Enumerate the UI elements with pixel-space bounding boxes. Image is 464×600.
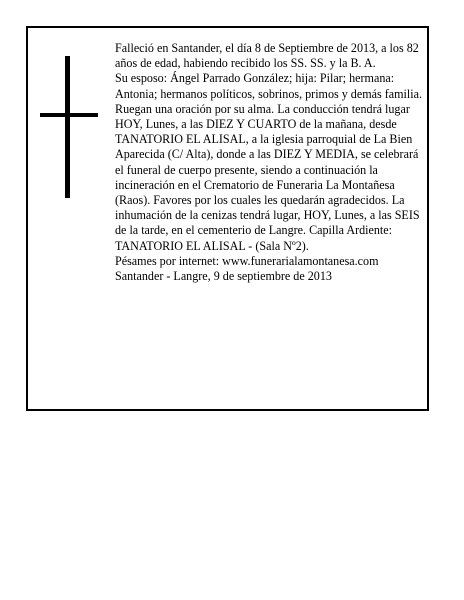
cross-horizontal-bar <box>40 113 98 117</box>
cross-vertical-bar <box>65 56 70 198</box>
place-date: Santander - Langre, 9 de septiembre de 2013 <box>115 269 332 284</box>
family-list: Su esposo: Ángel Parrado González; hija: Pilar; hermana: Antonia; hermanos políticos, sobrinos, primos y demás familia. <box>115 71 423 101</box>
obituary-notice <box>26 26 429 411</box>
death-announcement: Falleció en Santander, el día 8 de Septiembre de 2013, a los 82 años de edad, habiendo recibido los SS. SS. y la B. A. <box>115 41 419 71</box>
condolences-web: Pésames por internet: www.funerarialamontanesa.com <box>115 253 379 268</box>
notice-text <box>115 41 425 284</box>
cross-icon <box>40 56 98 198</box>
funeral-details: Ruegan una oración por su alma. La conducción tendrá lugar HOY, Lunes, a las DIEZ Y CUARTO de la mañana, desde TANATORIO EL ALISAL, a la iglesia parroquial de La Bien Aparecida (C/ Alta), donde a las DIEZ Y MEDIA, se celebrará el funeral de cuerpo presente, siendo a continuación la incineración en el Crematorio de Funeraria La Montañesa (Raos). Favores por los cuales les quedarán agradecidos. La inhumación de la cenizas tendrá lugar, HOY, Lunes, a las SEIS de la tarde, en el cementerio de Langre. Capilla Ardiente: TANATORIO EL ALISAL - (Sala Nº2). <box>115 101 420 253</box>
